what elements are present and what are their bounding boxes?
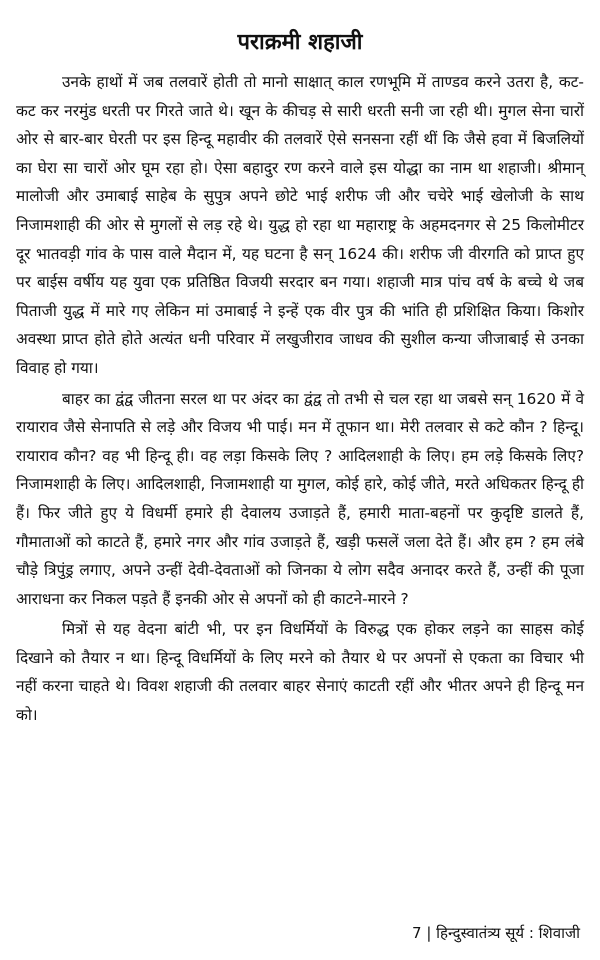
book-title: हिन्दुस्वातंत्र्य सूर्य : शिवाजी <box>436 924 580 942</box>
paragraph-3: मित्रों से यह वेदना बांटी भी, पर इन विधर्मियों के विरुद्ध एक होकर लड़ने का साहस कोई दिखाने को तैयार न था। हिन्दू विधर्मियों के लिए मरने को तैयार थे पर अपनों से एकता का विचार भी नहीं करना चाहते थे। विवश शहाजी की तलवार बाहर सेनाएं काटती रहीं और भीतर अपने ही हिन्दू मन को। <box>16 620 584 725</box>
page-number: 7 <box>412 924 422 942</box>
page-title: पराक्रमी शहाजी <box>237 30 363 55</box>
paragraph-2: बाहर का द्वंद्व जीतना सरल था पर अंदर का द्वंद्व तो तभी से चल रहा था जबसे सन् 1620 में वे रायाराव जैसे सेनापति से लड़े और विजय भी पाई। मन में तूफान था। मेरी तलवार से कटे कौन ? हिन्दू। रायाराव कौन? वह भी हिन्दू ही। वह लड़ा किसके लिए ? आदिलशाही के लिए। हम लड़े किसके लिए? निजामशाही के लिए। आदिलशाही, निजामशाही या मुगल, कोई हारे, कोई जीते, मरते अधिकतर हिन्दू ही हैं। फिर जीते हुए ये विधर्मी हमारे ही देवालय उजाड़ते हैं, हमारी माता-बहनों पर कुदृष्टि डालते हैं, गौमाताओं को काटते हैं, हमारे नगर और गांव उजाड़ते हैं, खड़ी फसलें जला देते हैं। और हम ? हम लंबे चौड़े त्रिपुंड्र लगाए, अपने उन्हीं देवी-देवताओं को जिनका ये लोग सदैव अनादर करते हैं, उन्हीं की पूजा आराधना कर निकल पड़ते हैं इनकी ओर से अपनों को ही काटने-मारने ? <box>16 389 584 608</box>
paragraph-1: उनके हाथों में जब तलवारें होती तो मानो साक्षात् काल रणभूमि में ताण्डव करने उतरा है, कट-कट कर नरमुंड धरती पर गिरते जाते थे। खून के कीचड़ से सारी धरती सनी जा रही थी। मुगल सेना चारों ओर से बार-बार घेरती पर इस हिन्दू महावीर की तलवारें ऐसे सनसना रहीं थीं कि जैसे हवा में बिजलियों का घेरा सा चारों ओर घूम रहा हो। ऐसा बहादुर रण करने वाले इस योद्धा का नाम था शहाजी। श्रीमान् मालोजी और उमाबाई साहेब के सुपुत्र अपने छोटे भाई शरीफ जी और चचेरे भाई खेलोजी के साथ निजामशाही की ओर से मुगलों से लड़ रहे थे। युद्ध हो रहा था महाराष्ट्र के अहमदनगर से 25 किलोमीटर दूर भातवड़ी गांव के पास वाले मैदान में, यह घटना है सन् 1624 की। शरीफ जी वीरगति को प्राप्त हुए पर बाईस वर्षीय यह युवा एक प्रतिष्ठित विजयी सरदार बन गया। शहाजी मात्र पांच वर्ष के बच्चे थे जब पिताजी युद्ध में मारे गए लेकिन मां उमाबाई ने इन्हें एक वीर पुत्र की भांति ही प्रशिक्षित किया। किशोर अवस्था प्राप्त होते होते अत्यंत धनी परिवार में लखुजीराव जाधव की सुशील कन्या जीजाबाई से उनका विवाह हो गया। <box>16 73 584 377</box>
page-footer <box>412 922 580 944</box>
footer-separator: | <box>426 924 432 942</box>
